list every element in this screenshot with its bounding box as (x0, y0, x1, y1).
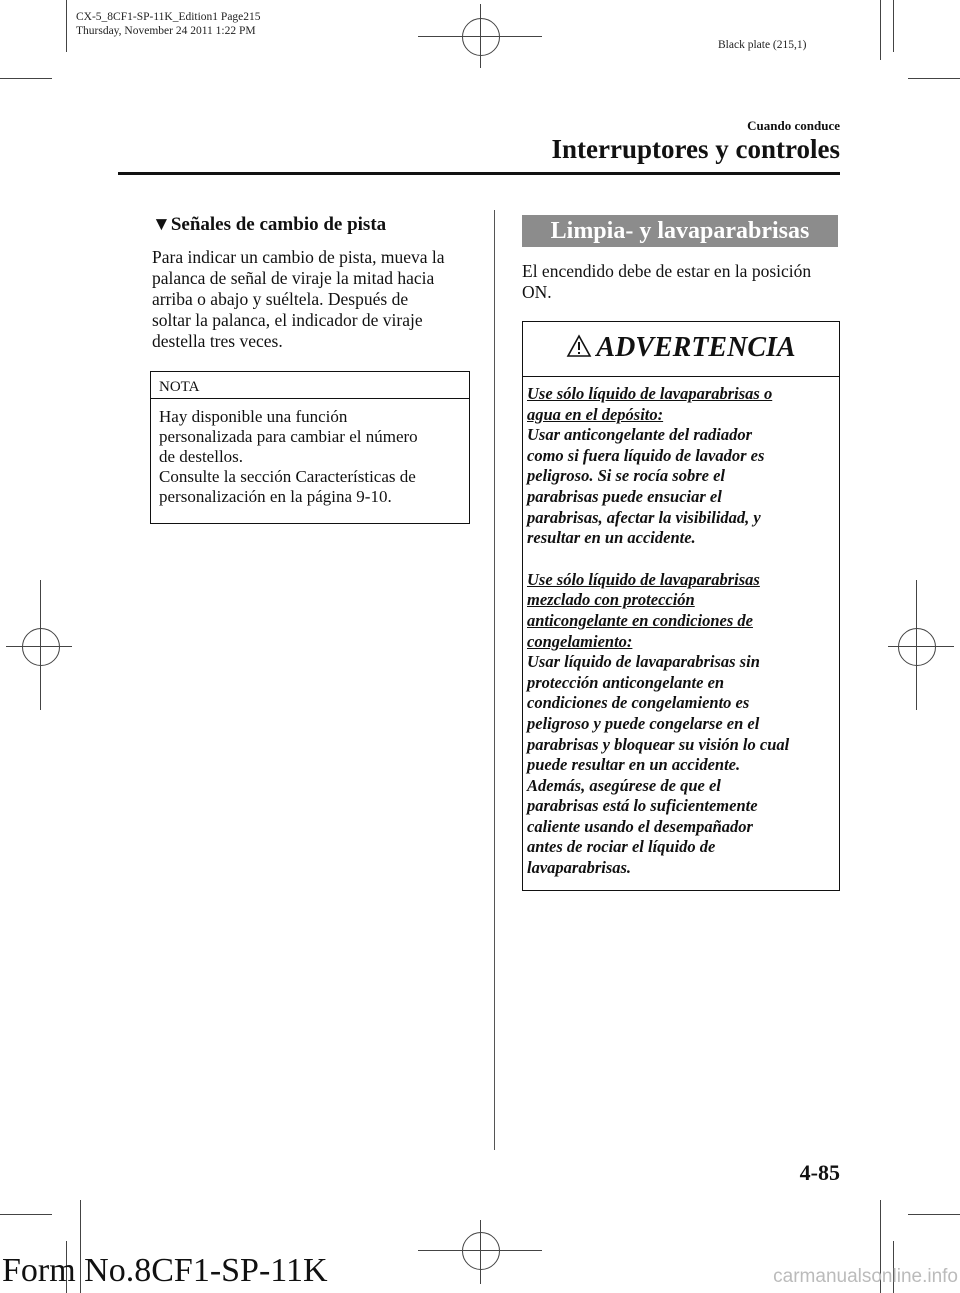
warning-block2-heading-line: anticongelante en condiciones de (527, 610, 753, 630)
warning-title: ADVERTENCIA (596, 332, 796, 363)
print-job-line-1: CX-5_8CF1-SP-11K_Edition1 Page215 (76, 11, 261, 23)
paragraph-line: palanca de señal de viraje la mitad hacia (152, 268, 435, 288)
warning-block1-heading-line: Use sólo líquido de lavaparabrisas o (527, 384, 773, 403)
triangle-down-icon: ▼ (152, 214, 171, 235)
lane-change-paragraph (152, 247, 445, 352)
section-title: Interruptores y controles (551, 134, 840, 164)
warning-line: Usar anticongelante del radiador (527, 425, 753, 445)
page-number: 4-85 (799, 1160, 840, 1185)
warning-line: parabrisas está lo suficientemente (527, 796, 758, 816)
warning-line: antes de rociar el líquido de (527, 837, 716, 857)
plate-label: Black plate (215,1) (718, 39, 807, 51)
subsection-heading-text: Señales de cambio de pista (170, 214, 387, 235)
print-job-line-2: Thursday, November 24 2011 1:22 PM (76, 25, 256, 37)
warning-line: condiciones de congelamiento es (527, 693, 750, 713)
print-job-info (76, 10, 261, 38)
chapter-label: Cuando conduce (747, 118, 840, 133)
warning-line: resultar en un accidente. (527, 528, 696, 548)
warning-block2-heading-line: congelamiento: (527, 631, 633, 651)
note-line: de destellos. (159, 447, 244, 466)
ignition-paragraph (522, 261, 811, 303)
form-number: Form No.8CF1-SP-11K (2, 1252, 328, 1289)
note-box (150, 371, 470, 524)
warning-line: parabrisas puede ensuciar el (527, 486, 722, 506)
warning-block2-heading-line: Use sólo líquido de lavaparabrisas (527, 569, 760, 589)
warning-line: peligroso. Si se rocía sobre el (527, 466, 725, 486)
column-separator (494, 210, 495, 1150)
paragraph-line: Para indicar un cambio de pista, mueva la (152, 247, 445, 267)
warning-block2-heading-line: mezclado con protección (527, 590, 695, 610)
warning-triangle-icon (566, 334, 592, 363)
paragraph-line: El encendido debe de estar en la posición (522, 261, 812, 281)
subsection-heading (152, 214, 386, 236)
warning-line: peligroso y puede congelarse en el (527, 713, 760, 733)
note-line: Consulte la sección Características de (159, 467, 416, 486)
paragraph-line: arriba o abajo y suéltela. Después de (152, 289, 409, 309)
note-title: NOTA (151, 372, 469, 399)
paragraph-line: soltar la palanca, el indicador de viraje (152, 310, 423, 330)
warning-line: caliente usando el desempañador (527, 816, 753, 836)
header-rule (118, 172, 840, 175)
watermark: carmanualsonline.info (773, 1266, 958, 1287)
warning-body (523, 377, 839, 879)
note-line: personalización en la página 9-10. (159, 487, 392, 506)
paragraph-line: destella tres veces. (152, 331, 283, 351)
warning-spacer (527, 549, 835, 570)
warning-box (522, 321, 840, 891)
section-banner: Limpia- y lavaparabrisas (522, 215, 838, 247)
warning-line: como si fuera líquido de lavador es (527, 445, 765, 465)
warning-line: puede resultar en un accidente. (527, 755, 741, 775)
warning-line: lavaparabrisas. (527, 858, 632, 878)
warning-line: Usar líquido de lavaparabrisas sin (527, 652, 760, 672)
warning-block1-heading-line: agua en el depósito: (527, 404, 664, 424)
warning-line: parabrisas, afectar la visibilidad, y (527, 507, 761, 527)
paragraph-line: ON. (522, 282, 552, 302)
warning-line: parabrisas y bloquear su visión lo cual (527, 734, 790, 754)
warning-line: protección anticongelante en (527, 672, 725, 692)
note-line: Hay disponible una función (159, 407, 348, 426)
note-line: personalizada para cambiar el número (159, 427, 418, 446)
warning-line: Además, asegúrese de que el (527, 775, 721, 795)
warning-header (523, 322, 839, 377)
note-body (151, 399, 469, 507)
